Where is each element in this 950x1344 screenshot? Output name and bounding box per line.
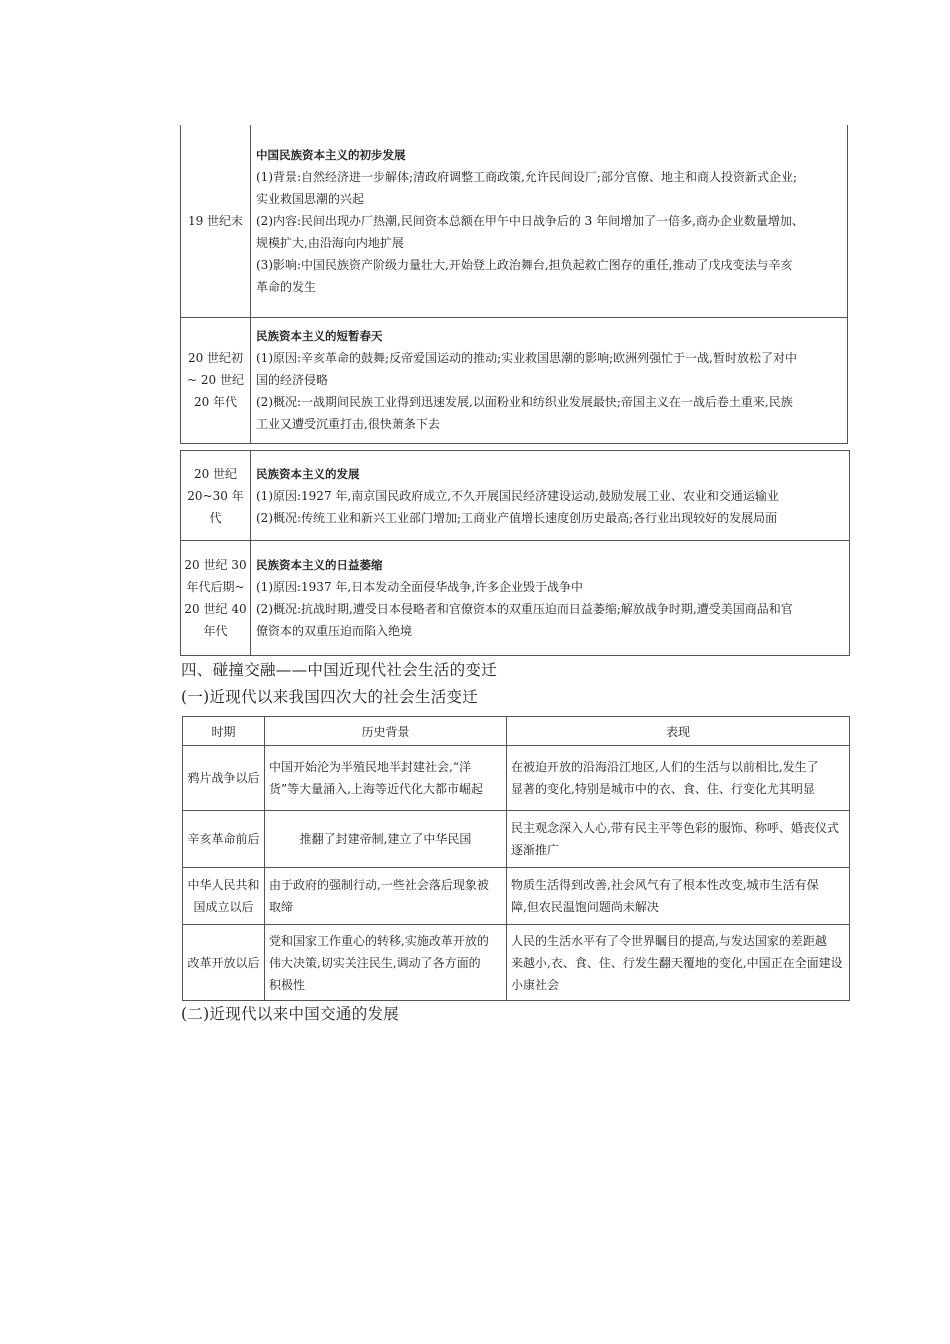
table-row: [183, 746, 850, 811]
performance-line: 民主观念深入人心,带有民主平等色彩的服饰、称呼、婚丧仪式: [511, 821, 839, 835]
period-cell: [183, 811, 265, 868]
table-row: [181, 451, 850, 541]
period-cell: [183, 868, 265, 925]
background-cell: [265, 746, 507, 811]
social-life-changes-table: [182, 716, 850, 1001]
period-text: 20 世纪: [193, 466, 238, 481]
content-line: (2)概况:传统工业和新兴工业部门增加;工商业产值增长速度创历史最高;各行业出现较好的发展局面: [256, 510, 778, 525]
capitalism-development-table-part2: [180, 450, 850, 656]
content-cell: [251, 317, 848, 443]
period-text: 辛亥革命前后: [187, 832, 260, 846]
period-cell: [181, 317, 251, 443]
background-line: 推翻了封建帝制,建立了中华民国: [299, 832, 472, 846]
content-cell: [251, 541, 850, 656]
performance-line: 在被迫开放的沿海沿江地区,人们的生活与以前相比,发生了: [511, 760, 819, 774]
content-line: (1)背景:自然经济进一步解体;清政府调整工商政策,允许民间设厂;部分官僚、地主和商人投资新式企业;: [256, 169, 797, 184]
content-line: 僚资本的双重压迫而陷入绝境: [256, 624, 413, 638]
period-cell: [181, 541, 251, 656]
subsection-title-1: (一)近现代以来我国四次大的社会生活变迁: [181, 688, 479, 706]
period-cell: [183, 746, 265, 811]
background-cell: [265, 925, 507, 1001]
performance-cell: [507, 925, 850, 1001]
performance-cell: [507, 811, 850, 868]
content-line: 实业救国思潮的兴起: [256, 191, 365, 206]
period-cell: [183, 925, 265, 1001]
capitalism-development-table-part1: [180, 125, 848, 444]
period-text: 20 世纪 30: [184, 558, 247, 572]
table-row: [181, 125, 848, 317]
period-text: 20 年代: [193, 395, 238, 409]
performance-line: 来越小,衣、食、住、行发生翻天覆地的变化,中国正在全面建设: [511, 955, 843, 970]
period-text: 年代后期~: [186, 580, 245, 594]
row-title: 民族资本主义的短暂春天: [256, 329, 383, 343]
period-text: 20~30 年代: [187, 488, 244, 525]
period-text: 20 世纪: [200, 373, 244, 387]
period-cell: [181, 125, 251, 317]
content-line: (1)原因:1937 年,日本发动全面侵华战争,许多企业毁于战争中: [256, 580, 584, 594]
background-line: 中国开始沦为半殖民地半封建社会,“洋: [269, 760, 471, 774]
subsection-title-2: (二)近现代以来中国交通的发展: [181, 1005, 400, 1023]
background-line: 取缔: [269, 900, 294, 914]
background-cell: [265, 868, 507, 925]
performance-line: 小康社会: [511, 977, 560, 992]
period-text: 国成立以后: [193, 900, 254, 914]
period-text: 40 年代: [203, 602, 247, 638]
performance-line: 障,但农民温饱问题尚未解决: [511, 900, 659, 914]
period-text: 20 世纪: [184, 602, 228, 616]
content-line: 规模扩大,由沿海向内地扩展: [256, 235, 404, 250]
table-row: [183, 811, 850, 868]
background-cell: [265, 811, 507, 868]
background-line: 党和国家工作重心的转移,实施改革开放的: [269, 933, 489, 948]
row-title: 中国民族资本主义的初步发展: [256, 147, 406, 162]
content-line: 革命的发生: [256, 279, 317, 294]
content-line: (2)概况:抗战时期,遭受日本侵略者和官僚资本的双重压迫而日益萎缩;解放战争时期,遭受美国商品和官: [256, 602, 793, 616]
content-line: 工业又遭受沉重打击,很快萧条下去: [256, 417, 440, 431]
performance-line: 物质生活得到改善,社会风气有了根本性改变,城市生活有保: [511, 878, 819, 892]
background-line: 由于政府的强制行动,一些社会落后现象被: [269, 878, 489, 892]
table-row: [181, 541, 850, 656]
content-line: (2)概况:一战期间民族工业得到迅速发展,以面粉业和纺织业发展最快;帝国主义在一战后卷土重来,民族: [256, 395, 793, 409]
performance-line: 人民的生活水平有了令世界瞩目的提高,与发达国家的差距越: [511, 933, 827, 948]
background-line: 货”等大量涌入,上海等近代化大都市崛起: [269, 782, 483, 796]
content-line: (1)原因:辛亥革命的鼓舞;反帝爱国运动的推动;实业救国思潮的影响;欧洲列强忙于一战,暂时放松了对中: [256, 351, 797, 365]
period-text: 19 世纪末: [187, 213, 244, 228]
background-line: 伟大决策,切实关注民生,调动了各方面的: [269, 955, 481, 970]
table-row: [183, 868, 850, 925]
period-text: 鸦片战争以后: [187, 771, 260, 785]
column-header: 历史背景: [265, 717, 507, 746]
column-header: 表现: [507, 717, 850, 746]
period-cell: [181, 451, 251, 541]
content-line: (2)内容:民间出现办厂热潮,民间资本总额在甲午中日战争后的 3 年间增加了一倍多,商办企业数量增加、: [256, 213, 804, 228]
period-text: 改革开放以后: [187, 955, 260, 970]
performance-line: 逐渐推广: [511, 843, 560, 857]
performance-line: 显著的变化,特别是城市中的衣、食、住、行变化尤其明显: [511, 782, 815, 796]
background-line: 积极性: [269, 977, 306, 992]
row-title: 民族资本主义的日益萎缩: [256, 558, 383, 572]
period-text: 20 世纪初~: [187, 351, 244, 387]
content-cell: [251, 451, 850, 541]
section-title: 四、碰撞交融——中国近现代社会生活的变迁: [181, 661, 498, 679]
table-row: [181, 317, 848, 443]
content-line: 国的经济侵略: [256, 373, 329, 387]
table-header-row: [183, 717, 850, 746]
table-row: [183, 925, 850, 1001]
performance-cell: [507, 746, 850, 811]
content-line: (1)原因:1927 年,南京国民政府成立,不久开展国民经济建设运动,鼓励发展工业、农业和交通运输业: [256, 488, 779, 503]
row-title: 民族资本主义的发展: [256, 466, 360, 481]
column-header: 时期: [183, 717, 265, 746]
performance-cell: [507, 868, 850, 925]
content-cell: [251, 125, 848, 317]
period-text: 中华人民共和: [187, 878, 260, 892]
content-line: (3)影响:中国民族资产阶级力量壮大,开始登上政治舞台,担负起救亡图存的重任,推动了戊戌变法与辛亥: [256, 257, 793, 272]
